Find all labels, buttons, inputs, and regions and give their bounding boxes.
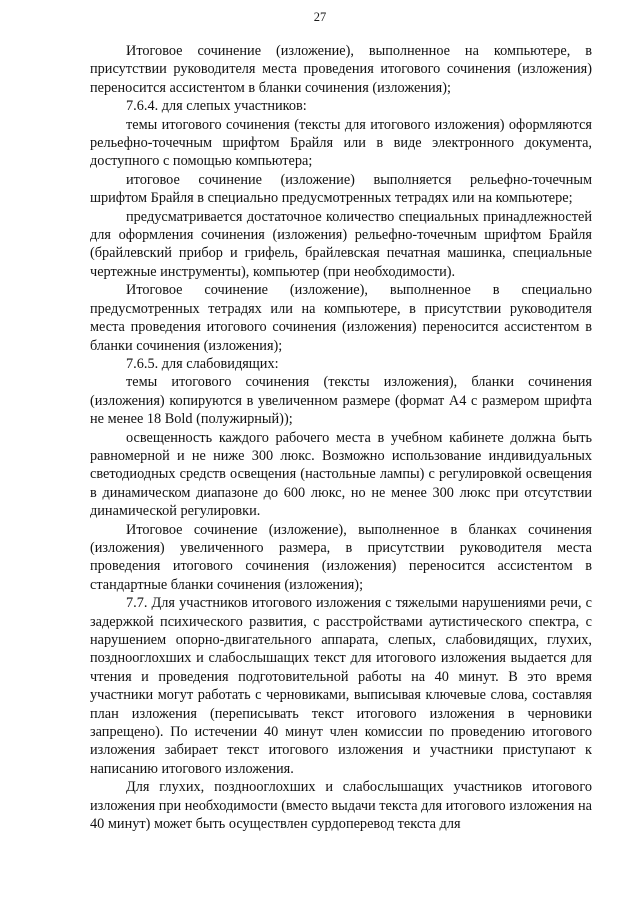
paragraph: итоговое сочинение (изложение) выполняется рельефно-точечным шрифтом Брайля в специально предусмотренных тетрадях или на компьютере; [90, 171, 592, 207]
paragraph: темы итогового сочинения (тексты изложения), бланки сочинения (изложения) копируются в увеличенном размере (формат А4 с размером шрифта не менее 18 Bold (полужирный)); [90, 374, 592, 428]
paragraph: Итоговое сочинение (изложение), выполненное в специально предусмотренных тетрадях или на компьютере, в присутствии руководителя места проведения итогового сочинения (изложения) переносится ассистентом в бланки сочинения (изложения); [90, 282, 592, 354]
document-body [90, 42, 592, 833]
section-heading-7-6-5: 7.6.5. для слабовидящих: [126, 355, 279, 372]
paragraph: Итоговое сочинение (изложение), выполненное в бланках сочинения (изложения) увеличенного размера, в присутствии руководителя места проведения итогового сочинения (изложения) переносится ассистентом в стандартные бланки сочинения (изложения); [90, 521, 592, 593]
paragraph: предусматривается достаточное количество специальных принадлежностей для оформления сочинения (изложения) рельефно-точечным шрифтом Брайля (брайлевский прибор и грифель, брайлевская печатная машинка, специальные чертежные инструменты), компьютер (при необходимости). [90, 208, 592, 280]
section-7-7-paragraph: 7.7. Для участников итогового изложения с тяжелыми нарушениями речи, с задержкой психического развития, с расстройствами аутистического спектра, с нарушением опорно-двигательного аппарата, слепых, слабовидящих, глухих, позднооглохших и слабослышащих текст для итогового изложения выдается для чтения и проведения подготовительной работы на 40 минут. В это время участники могут работать с черновиками, выписывая ключевые слова, составляя план изложения (переписывать текст итогового изложения в черновики запрещено). По истечении 40 минут член комиссии по проведению итогового изложения забирает текст итогового изложения и участники приступают к написанию итогового изложения. [90, 595, 592, 777]
paragraph: Итоговое сочинение (изложение), выполненное на компьютере, в присутствии руководителя места проведения итогового сочинения (изложения) переносится ассистентом в бланки сочинения (изложения); [90, 43, 592, 96]
paragraph: темы итогового сочинения (тексты для итогового изложения) оформляются рельефно-точечным шрифтом Брайля или в виде электронного документа, доступного с помощью компьютера; [90, 116, 592, 170]
paragraph: освещенность каждого рабочего места в учебном кабинете должна быть равномерной и не ниже 300 люкс. Возможно использование индивидуальных светодиодных средств освещения (настольные лампы) с регулировкой освещения в динамическом диапазоне до 600 люкс, но не менее 300 люкс при отсутствии динамической регулировки. [90, 429, 592, 520]
paragraph: Для глухих, позднооглохших и слабослышащих участников итогового изложения при необходимости (вместо выдачи текста для итогового изложения на 40 минут) может быть осуществлен сурдоперевод текста для [90, 779, 592, 833]
page-number: 27 [313, 10, 327, 24]
section-heading-7-6-4: 7.6.4. для слепых участников: [126, 98, 307, 115]
